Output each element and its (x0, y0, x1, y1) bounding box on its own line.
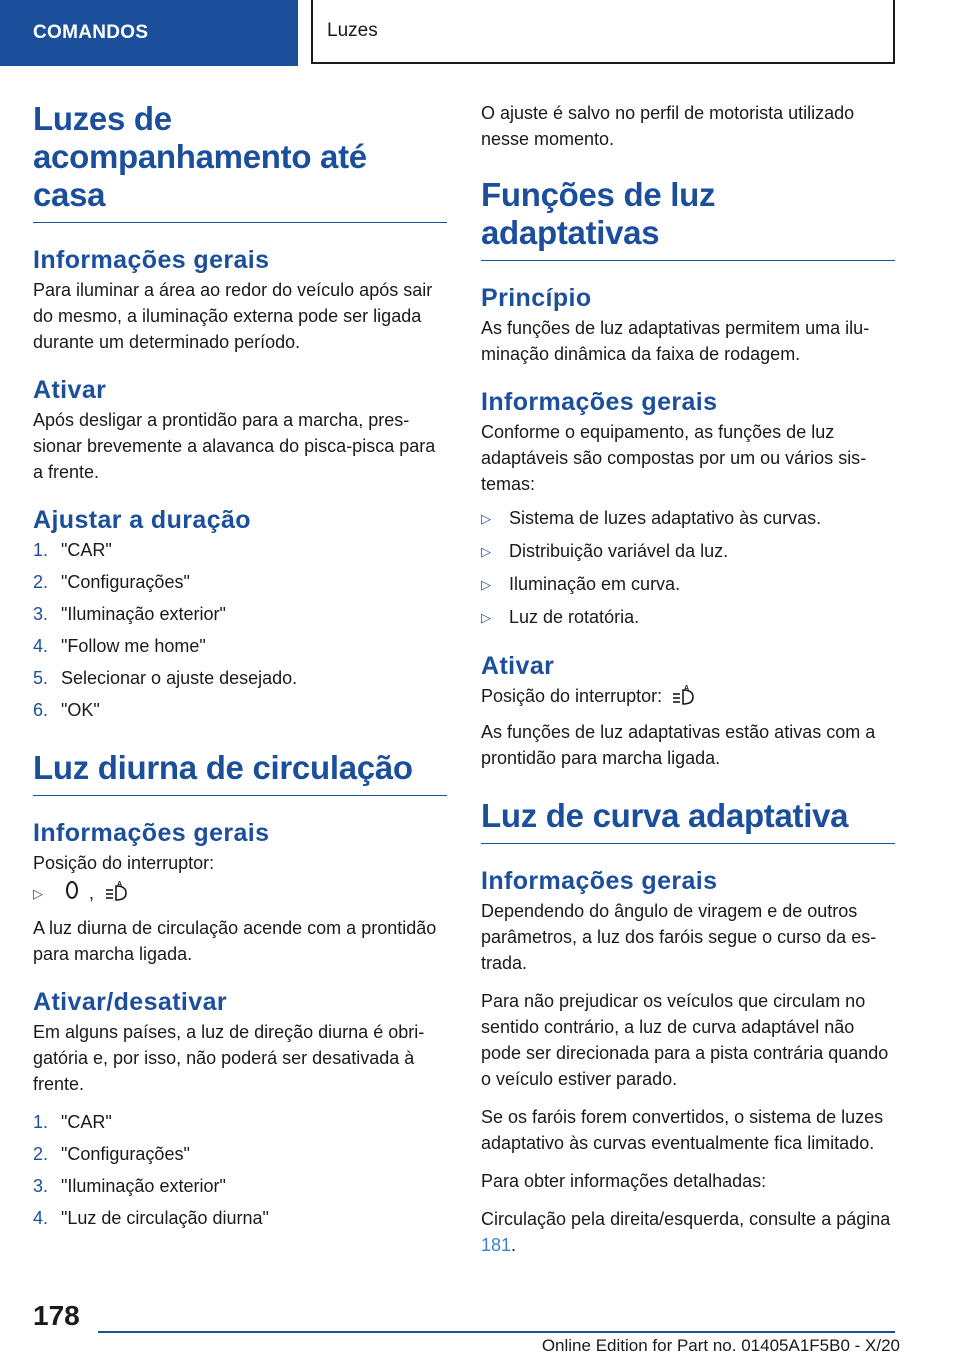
step-text: "CAR" (61, 1112, 112, 1132)
subheading-general-info-2: Informações gerais (33, 819, 270, 847)
auto-light-icon (104, 880, 128, 909)
section-general-info (33, 245, 447, 355)
step-number: 5. (33, 668, 49, 688)
triangle-bullet-icon: ▷ (481, 577, 491, 592)
see-page-text: Circulação pela direita/esquerda, consulte a página (481, 1209, 891, 1229)
list-item (481, 538, 895, 565)
step-text: "Configurações" (61, 572, 190, 592)
paragraph-principle: As funções de luz adaptativas permitem uma iluminação dinâmica da faixa de rodagem. (481, 318, 870, 364)
paragraph-daytime-light: A luz diurna de circulação acende com a prontidão para marcha ligada. (33, 918, 437, 964)
step-text: "CAR" (61, 540, 112, 560)
step-text: "OK" (61, 700, 100, 720)
list-item (33, 601, 447, 627)
section-header (0, 0, 298, 66)
step-text: "Iluminação exterior" (61, 604, 226, 624)
svg-text:A: A (117, 881, 123, 888)
subheading-principle: Princípio (481, 284, 592, 312)
subheading-general-info: Informações gerais (33, 246, 270, 274)
page-reference-link[interactable]: 181 (481, 1235, 512, 1255)
heading-adaptive-light-functions: Funções de luz adaptativas (481, 176, 895, 261)
step-number: 1. (33, 1112, 49, 1132)
list-item (33, 1205, 447, 1231)
footer-divider (98, 1331, 895, 1333)
subheading-adjust-duration: Ajustar a duração (33, 506, 251, 534)
paragraph-countries: Em alguns países, a luz de direção diurna é obrigatória e, por isso, não poderá ser desativada à frente. (33, 1022, 425, 1094)
topic-label: Luzes (327, 20, 378, 41)
section-activate-deactivate (33, 987, 447, 1231)
list-item (33, 880, 447, 909)
section-general-info-curve (481, 866, 895, 1258)
step-number: 3. (33, 604, 49, 624)
auto-light-icon (671, 684, 695, 713)
bullet-text: Luz de rotatória. (509, 607, 640, 627)
paragraph-steering-angle: Dependendo do ângulo de viragem e de outros parâmetros, a luz dos faróis segue o curso da estrada. (481, 901, 877, 973)
paragraph-active-functions: As funções de luz adaptativas estão ativas com a prontidão para marcha ligada. (481, 722, 876, 768)
step-text: "Iluminação exterior" (61, 1176, 226, 1196)
switch-position-list (33, 880, 447, 909)
step-number: 1. (33, 540, 49, 560)
subheading-activate-right: Ativar (481, 652, 555, 680)
list-item (33, 665, 447, 691)
step-number: 4. (33, 636, 49, 656)
list-item (33, 1141, 447, 1167)
paragraph-switch-position: Posição do interruptor: (33, 853, 215, 873)
switch-off-icon (65, 880, 79, 909)
heading-adaptive-curve-light: Luz de curva adaptativa (481, 797, 895, 844)
list-item (481, 571, 895, 598)
bullet-text: Sistema de luzes adaptativo às curvas. (509, 508, 822, 528)
footer-edition: Online Edition for Part no. 01405A1F5B0 - X/20 (541, 1336, 900, 1355)
triangle-bullet-icon: ▷ (481, 544, 491, 559)
paragraph-oncoming-traffic: Para não prejudicar os veículos que circulam no sentido contrário, a luz de curva adaptável não pode ser direcionada para a pista contrária quando o veículo estiver parado. (481, 991, 889, 1089)
topic-header (311, 0, 895, 64)
step-text: "Luz de circulação diurna" (61, 1208, 269, 1228)
list-item (33, 569, 447, 595)
steps-list-daytime (33, 1109, 447, 1231)
step-number: 2. (33, 572, 49, 592)
triangle-bullet-icon: ▷ (33, 886, 43, 901)
paragraph-activate: Após desligar a prontidão para a marcha, pressionar brevemente a alavanca do pisca-pisca para a frente. (33, 410, 436, 482)
paragraph-switch-position-right (481, 683, 895, 713)
right-column (481, 100, 895, 1278)
list-item (33, 1109, 447, 1135)
list-item (33, 537, 447, 563)
section-activate (33, 375, 447, 485)
paragraph-profile-saved: O ajuste é salvo no perfil de motorista utilizado nesse momento. (481, 103, 855, 149)
subheading-general-info-curve: Informações gerais (481, 867, 718, 895)
heading-daytime-running-light: Luz diurna de circulação (33, 749, 447, 796)
paragraph-detailed-info: Para obter informações detalhadas: (481, 1171, 767, 1191)
list-item (33, 697, 447, 723)
subheading-activate: Ativar (33, 376, 107, 404)
triangle-bullet-icon: ▷ (481, 610, 491, 625)
adaptive-systems-list (481, 505, 895, 631)
section-label: COMANDOS (33, 22, 149, 43)
list-item (481, 604, 895, 631)
steps-list-duration (33, 537, 447, 723)
section-activate-right (481, 651, 895, 771)
step-text: "Follow me home" (61, 636, 206, 656)
step-text: "Configurações" (61, 1144, 190, 1164)
step-number: 3. (33, 1176, 49, 1196)
subheading-activate-deactivate: Ativar/desativar (33, 988, 227, 1016)
triangle-bullet-icon: ▷ (481, 511, 491, 526)
step-number: 4. (33, 1208, 49, 1228)
step-number: 6. (33, 700, 49, 720)
paragraph-see-page (481, 1206, 895, 1258)
paragraph-equipment: Conforme o equipamento, as funções de luz adaptáveis são compostas por um ou vários sistemas: (481, 422, 867, 494)
period-text: . (511, 1235, 517, 1255)
list-item (33, 633, 447, 659)
switch-position-text: Posição do interruptor: (481, 686, 663, 706)
section-adjust-duration (33, 505, 447, 723)
list-item (33, 1173, 447, 1199)
step-text: Selecionar o ajuste desejado. (61, 668, 298, 688)
left-column (33, 100, 447, 1251)
svg-text:A: A (684, 685, 690, 692)
bullet-text: Distribuição variável da luz. (509, 541, 729, 561)
list-item (481, 505, 895, 532)
section-general-info-right (481, 387, 895, 631)
bullet-text: Iluminação em curva. (509, 574, 681, 594)
page-number: 178 (33, 1300, 80, 1331)
step-number: 2. (33, 1144, 49, 1164)
subheading-general-info-right: Informações gerais (481, 388, 718, 416)
section-general-info-2 (33, 818, 447, 967)
paragraph-general-info: Para iluminar a área ao redor do veículo após sair do mesmo, a iluminação externa pode ser ligada durante um determinado período. (33, 280, 433, 352)
heading-follow-me-home: Luzes de acompanhamento até casa (33, 100, 447, 223)
paragraph-headlights-converted: Se os faróis forem convertidos, o sistema de luzes adaptativo às curvas eventualmente fica limitado. (481, 1107, 884, 1153)
icon-separator: , (89, 883, 95, 903)
section-principle (481, 283, 895, 367)
